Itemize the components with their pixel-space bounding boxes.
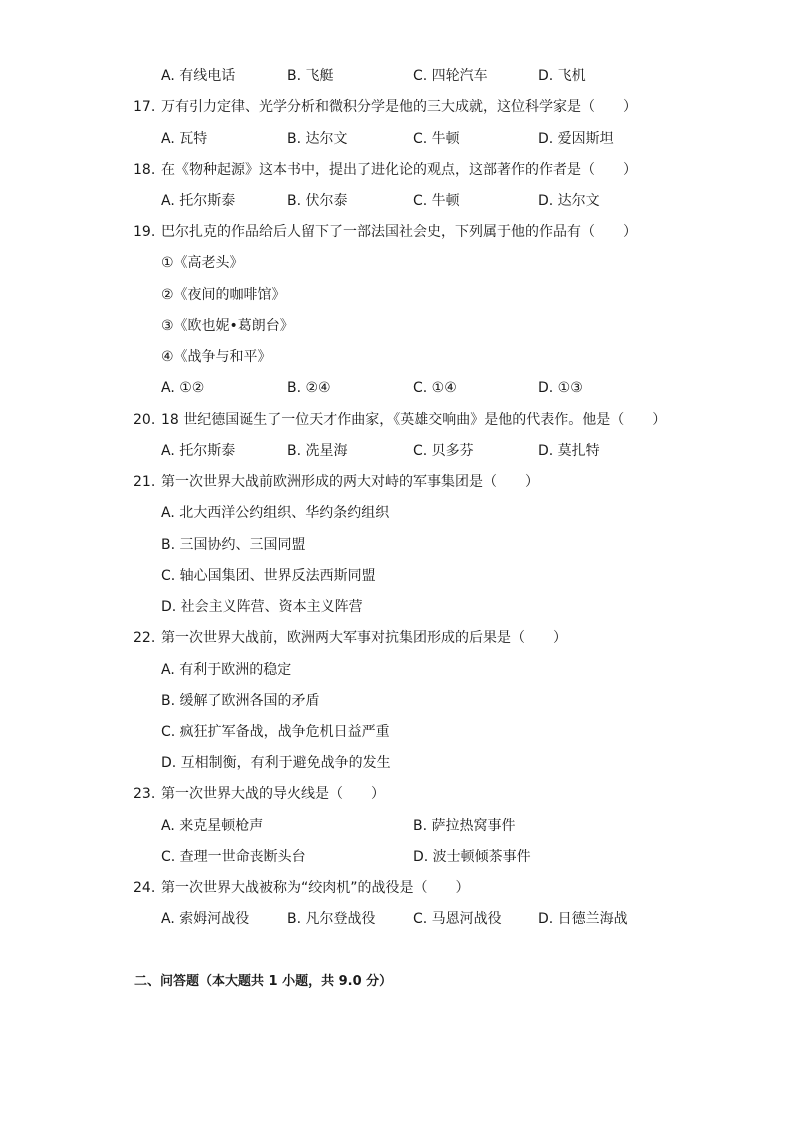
option-b: B. 达尔文: [287, 131, 348, 147]
section-heading: 二、问答题（本大题共 1 小题，共 9.0 分）: [134, 974, 393, 989]
option-c: C. 轴心国集团、世界反法西斯同盟: [161, 568, 376, 584]
question-text: 18 世纪德国诞生了一位天才作曲家，《英雄交响曲》是他的代表作。他是（ ）: [161, 412, 667, 428]
statement-item: ①《高老头》: [161, 255, 244, 271]
question-text: 万有引力定律、光学分析和微积分学是他的三大成就，这位科学家是（ ）: [161, 99, 637, 115]
question-text: 在《物种起源》这本书中，提出了进化论的观点，这部著作的作者是（ ）: [161, 162, 637, 178]
option-c: C. 牛顿: [413, 193, 460, 209]
question-number: 21.: [133, 474, 156, 490]
statement-item: ③《欧也妮•葛朗台》: [161, 318, 294, 334]
option-b: B. 凡尔登战役: [287, 911, 376, 927]
option-a: A. 有利于欧洲的稳定: [161, 662, 292, 678]
option-d: D. 日德兰海战: [538, 911, 628, 927]
option-c: C. 查理一世命丧断头台: [161, 849, 306, 865]
question-text: 第一次世界大战的导火线是（ ）: [161, 786, 385, 802]
option-a: A. 北大西洋公约组织、华约条约组织: [161, 505, 390, 521]
option-d: D. 波士顿倾茶事件: [413, 849, 531, 865]
question-text: 巴尔扎克的作品给后人留下了一部法国社会史，下列属于他的作品有（ ）: [161, 224, 637, 240]
option-d: D. 达尔文: [538, 193, 600, 209]
statement-item: ④《战争与和平》: [161, 349, 272, 365]
question-number: 18.: [133, 162, 156, 178]
question-number: 24.: [133, 880, 156, 896]
question-number: 20.: [133, 412, 156, 428]
question-text: 第一次世界大战被称为“绞肉机”的战役是（ ）: [161, 880, 470, 896]
option-b: B. 三国协约、三国同盟: [161, 537, 306, 553]
question-number: 19.: [133, 224, 156, 240]
option-a: A. 来克星顿枪声: [161, 818, 264, 834]
option-d: D. 互相制衡，有利于避免战争的发生: [161, 755, 391, 771]
option-a: A. 索姆河战役: [161, 911, 250, 927]
option-b: B. 伏尔泰: [287, 193, 348, 209]
question-text: 第一次世界大战前欧洲形成的两大对峙的军事集团是（ ）: [161, 474, 539, 490]
question-number: 22.: [133, 630, 156, 646]
option-d: D. 社会主义阵营、资本主义阵营: [161, 599, 363, 615]
option-a: A. 有线电话: [161, 68, 236, 84]
option-a: A. ①②: [161, 380, 205, 396]
option-b: B. 冼星海: [287, 443, 348, 459]
option-a: A. 托尔斯泰: [161, 443, 236, 459]
option-c: C. 马恩河战役: [413, 911, 502, 927]
question-text: 第一次世界大战前，欧洲两大军事对抗集团形成的后果是（ ）: [161, 630, 567, 646]
option-c: C. 四轮汽车: [413, 68, 488, 84]
statement-item: ②《夜间的咖啡馆》: [161, 287, 286, 303]
option-b: B. ②④: [287, 380, 331, 396]
option-b: B. 萨拉热窝事件: [413, 818, 516, 834]
question-number: 17.: [133, 99, 156, 115]
option-c: C. 贝多芬: [413, 443, 474, 459]
option-d: D. 爱因斯坦: [538, 131, 614, 147]
option-b: B. 飞艇: [287, 68, 334, 84]
question-number: 23.: [133, 786, 156, 802]
option-c: C. ①④: [413, 380, 457, 396]
option-c: C. 牛顿: [413, 131, 460, 147]
option-a: A. 托尔斯泰: [161, 193, 236, 209]
option-d: D. 莫扎特: [538, 443, 600, 459]
option-d: D. 飞机: [538, 68, 586, 84]
option-a: A. 瓦特: [161, 131, 208, 147]
option-d: D. ①③: [538, 380, 583, 396]
option-c: C. 疯狂扩军备战，战争危机日益严重: [161, 724, 390, 740]
option-b: B. 缓解了欧洲各国的矛盾: [161, 693, 320, 709]
